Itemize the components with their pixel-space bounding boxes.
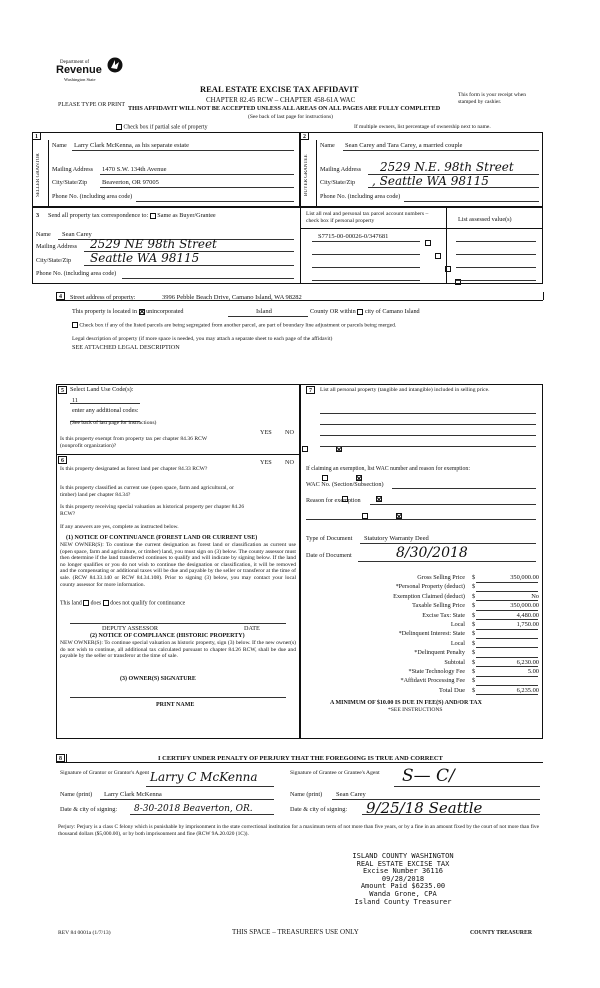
s6-no-header: NO [285,459,294,466]
land-use-code: 11 [72,397,78,404]
fee-label: Local [450,621,465,628]
parcel-header: List all real and personal tax parcel account numbers – check box if personal property [306,211,429,224]
grantor-sig-label: Signature of Grantor or Grantor's Agent [60,770,150,776]
parcel-number: S7715-00-00026-0/347681 [318,233,389,240]
seller-name-label: Name [52,142,67,149]
wac-label: WAC No. (Section/Subsection) [306,481,384,488]
print-name-label: PRINT NAME [156,702,195,708]
unincorporated-label: unincorporated [146,308,184,315]
fee-value: 350,000.00 [510,574,539,581]
section-2-number: 2 [300,132,309,140]
seller-city-label: City/State/Zip [52,179,88,186]
stamp-line7: Island County Treasurer [354,897,452,906]
fee-row [300,649,543,658]
fee-row [300,630,543,639]
fee-label: *Delinquent Penalty [414,649,465,657]
buyer-mail: 2529 N.E. 98th Street [380,160,514,174]
fee-value: 6,235.00 [516,686,539,694]
buyer-city: , Seattle WA 98115 [372,174,489,188]
parcel-1-checkbox[interactable] [425,240,431,246]
deputy-date-label: DATE [244,625,260,632]
grantor-date-label: Date & city of signing: [60,806,118,813]
fee-dollar: $ [472,686,476,694]
fee-dollar: $ [472,668,476,675]
unincorporated-checkbox[interactable] [139,309,145,315]
fee-label: Subtotal [444,658,465,666]
s3-city: Seattle WA 98115 [90,251,200,265]
doc-type-label: Type of Document [306,535,353,542]
section-1-number: 1 [32,132,41,140]
city-of-checkbox[interactable] [357,309,363,315]
s5-see-back: (See back of last page for instructions) [70,420,157,426]
dept-line2: Revenue [56,64,102,76]
stamp-line5: Amount Paid $6235.00 [360,882,446,891]
s5-no-header: NO [285,429,294,436]
personal-property-label: List all personal property (tangible and intangible) included in selling price. [320,387,490,393]
notice2-title: (2) NOTICE OF COMPLIANCE (HISTORIC PROPERTY) [90,633,245,639]
land-use-label: Select Land Use Code(s): [70,386,134,393]
fee-label: Exemption Claimed (deduct) [393,592,465,600]
grantor-date-city: 8-30-2018 Beaverton, OR. [134,804,253,814]
owner-sig-label: (3) OWNER(S) SIGNATURE [120,676,196,682]
fee-row [300,677,543,686]
county-value: Island [256,308,272,315]
stamp-line4: 09/28/2018 [381,874,425,883]
parcel-2-checkbox[interactable] [435,253,441,259]
forest-question: Is this property designated as forest land per chapter 84.33 RCW? [60,466,208,472]
grantee-date-city: 9/25/18 Seattle [366,799,483,817]
county-label: County OR within [310,308,356,315]
fees-minimum-note: A MINIMUM OF $10.00 IS DUE IN FEE(S) AND/OR TAX [330,700,482,706]
tax-correspondence-label [48,212,216,220]
exempt-yes-checkbox[interactable] [302,446,308,452]
buyer-mail-label: Mailing Address [320,166,362,173]
reason-label: Reason for exemption [306,497,361,504]
enter-additional: enter any additional codes: [72,407,139,414]
located-label: This property is located in [72,308,137,315]
s3-name: Sean Carey [62,231,92,238]
grantee-name-label: Name (print) [290,791,323,798]
fee-row [300,612,543,621]
parcel-3-checkbox[interactable] [445,266,451,272]
grantor-signature: Larry C McKenna [150,770,258,784]
section-3-number: 3 [36,212,40,219]
county-treasurer: COUNTY TREASURER [470,930,533,936]
seller-name: Larry Clark McKenna, as his separate estate [74,142,189,149]
doc-date-label: Date of Document [306,552,352,559]
fee-label: *Affidavit Processing Fee [400,677,465,685]
stamp-line2: REAL ESTATE EXCISE TAX [356,859,450,868]
continuance-line [60,600,185,608]
fee-value: No [531,592,539,600]
buyer-phone-label: Phone No. (including area code) [320,193,401,200]
fee-label: *Personal Property (deduct) [395,583,465,591]
exempt-no-checkbox[interactable] [336,446,342,452]
multiple-owners-note: If multiple owners, list percentage of ownership next to name. [354,124,491,130]
fee-row [300,668,543,677]
fee-dollar: $ [472,630,476,638]
segregation-checkbox[interactable] [72,322,78,328]
stamp-line6: Wanda Grone, CPA [369,889,437,898]
fee-row [300,659,543,668]
exempt-question: Is this property exempt from property tax per chapter 84.36 RCW (nonprofit organization)? [60,436,208,449]
fee-label: Local [450,639,465,647]
see-attached: SEE ATTACHED LEGAL DESCRIPTION [72,344,180,351]
grantee-sig-label: Signature of Grantee or Grantee's Agent [290,770,380,776]
treasurer-use: THIS SPACE – TREASURER'S USE ONLY [232,928,359,936]
s3-mail-label: Mailing Address [36,243,78,250]
legal-desc-label: Legal description of property (if more space is needed, you may attach a separate sheet to each page of the affidavit) [72,336,333,342]
fee-row [300,574,543,583]
if-yes-note: If any answers are yes, complete as instructed below. [60,524,179,530]
buyer-name: Sean Carey and Tara Carey, a married couple [345,142,463,149]
see-back-line: (See back of last page for instructions) [248,114,333,120]
seller-side-label: SELLER GRANTOR [36,153,41,197]
doc-type: Statutory Warranty Deed [364,535,429,542]
fee-label: Total Due [438,686,465,694]
fee-label: Gross Selling Price [417,574,465,581]
notice2-body: NEW OWNER(S): To continue special valuation as historic property, sign (3) below. If the new owner(s) do not wish to continue, all additional tax calculated pursuant to chapter 84.26 RCW, shall be due and payable by the seller or transferor at the time of sale. [60,640,296,660]
same-as-buyer-checkbox[interactable] [150,213,156,219]
partial-sale-checkbox[interactable] [116,124,122,130]
fee-label: *Delinquent Interest: State [398,630,465,638]
s3-city-label: City/State/Zip [36,257,72,264]
stamp-line3: Excise Number 36116 [362,867,444,876]
does-not-checkbox[interactable] [103,600,109,606]
fee-row [300,583,543,592]
does-label: does [90,600,102,607]
s5-yes-header: YES [260,429,272,436]
fees-see-instructions: *SEE INSTRUCTIONS [388,707,443,713]
dor-logo-icon [106,56,124,74]
does-not-label: does not qualify for continuance [110,600,186,607]
grantor-name-label: Name (print) [60,791,93,798]
fee-row [300,593,543,602]
fee-dollar: $ [472,677,476,685]
grantee-signature: S— C/ [402,766,455,786]
doc-date: 8/30/2018 [396,545,468,561]
fee-dollar: $ [472,611,476,619]
partial-sale [116,124,207,132]
fee-dollar: $ [472,602,476,610]
deputy-assessor-label: DEPUTY ASSESSOR [102,625,158,632]
current-use-question: Is this property classified as current use (open space, farm and agricultural, or timber) land per chapter 84.34? [60,485,234,498]
dept-line3: Washington State [64,77,96,82]
fee-dollar: $ [472,639,476,647]
section-4-number: 4 [56,292,65,300]
s3-name-label: Name [36,231,51,238]
fee-row [300,640,543,649]
fee-label: Excise Tax: State [422,611,465,619]
fee-value: 5.00 [527,668,539,675]
street-label: Street address of property: [70,294,136,301]
segregation-label: Check box if any of the listed parcels are being segregated from another parcel, are part of boundary line adjustment or parcels being merged. [79,322,397,329]
city-of-label: city of Camano Island [364,308,420,315]
historic-question: Is this property receiving special valuation as historical property per chapter 84.26 RCW? [60,504,245,517]
seller-phone-label: Phone No. (including area code) [52,193,133,200]
fee-label: *State Technology Fee [408,668,465,675]
buyer-name-label: Name [320,142,335,149]
form-number: REV 84 0001a (1/7/13) [58,930,111,936]
fee-dollar: $ [472,658,476,666]
section-8-number: 8 [56,754,65,762]
fee-dollar: $ [472,592,476,600]
seller-city: Beaverton, OR 97005 [102,179,159,186]
street-address: 3996 Pebble Beach Drive, Camano Island, WA 98282 [162,294,302,301]
fee-value: 1,750.00 [516,621,539,628]
dor-logo [56,56,126,88]
fee-dollar: $ [472,574,476,581]
buyer-side-label: BUYER GRANTEE [304,154,309,196]
seller-mail: 1470 S.W. 134th Avenue [102,166,167,173]
stamp-line1: ISLAND COUNTY WASHINGTON [352,852,454,860]
exemption-label: If claiming an exemption, list WAC number and reason for exemption: [306,466,470,472]
segregation-line [72,322,396,330]
section-6-number: 6 [58,456,67,464]
s3-mail: 2529 NE 98th Street [90,237,217,251]
buyer-city-label: City/State/Zip [320,179,356,186]
fee-value: 4,480.00 [516,611,539,619]
assessed-header: List assessed value(s) [458,216,512,223]
fee-value: 6,230.00 [516,658,539,666]
fee-row [300,687,543,696]
warning-line: THIS AFFIDAVIT WILL NOT BE ACCEPTED UNLESS ALL AREAS ON ALL PAGES ARE FULLY COMPLETED [128,105,441,112]
fee-dollar: $ [472,649,476,657]
certify-line: I CERTIFY UNDER PENALTY OF PERJURY THAT THE FOREGOING IS TRUE AND CORRECT [158,755,443,762]
fee-label: Taxable Selling Price [412,602,465,610]
county-or-within [310,308,420,316]
seller-mail-label: Mailing Address [52,166,94,173]
receipt-note: This form is your receipt when stamped by cashier. [458,92,526,105]
fee-dollar: $ [472,583,476,591]
grantee-name: Sean Carey [336,791,366,798]
fee-dollar: $ [472,621,476,628]
dept-line1: Department of [60,60,90,65]
chapter-line: CHAPTER 82.45 RCW – CHAPTER 458-61A WAC [206,96,356,104]
section-7-number: 7 [306,386,315,394]
notice1-body: NEW OWNER(S): To continue the current designation as forest land or classification as current use (open space, farm and agriculture, or timber) land, you must sign on (3) below. The county assessor must then determine if the land transferred continues to qualify and will indicate by signing below. If the land no longer qualifies or you do not wish to continue the designation or classification, it will be removed and the compensating or additional taxes will be due and payable by the seller or transferor at the time of sale. (RCW 84.33.140 or RCW 84.34.108). Prior to signing (3) below, you may contact your local county assessor for more information. [60,542,296,588]
this-land-label: This land [60,600,82,607]
partial-sale-label: Check box if partial sale of property [123,124,208,131]
same-as-buyer-label: Same as Buyer/Grantee [157,212,216,219]
does-checkbox[interactable] [83,600,89,606]
notice1-title: (1) NOTICE OF CONTINUANCE (FOREST LAND OR CURRENT USE) [66,535,258,541]
treasurer-stamp [328,853,478,906]
fee-row [300,602,543,611]
grantor-name: Larry Clark McKenna [104,791,162,798]
fee-row [300,621,543,630]
please-type: PLEASE TYPE OR PRINT [58,102,126,108]
section-5-number: 5 [58,386,67,394]
located-in [72,308,184,316]
s6-yes-header: YES [260,459,272,466]
form-title: REAL ESTATE EXCISE TAX AFFIDAVIT [200,84,359,94]
current-use-no-checkbox[interactable] [376,496,382,502]
tax-corr-text: Send all property tax correspondence to: [48,212,149,219]
perjury-note: Perjury: Perjury is a class C felony which is punishable by imprisonment in the state correctional institution for a maximum term of not more than five years, or by a fine in an amount fixed by the court of not more than five thousand dollars ($5,000.00), or by both imprisonment and fine (RCW 9A.20.020 (1C)). [58,824,539,837]
fee-value: 350,000.00 [510,602,539,610]
s3-phone-label: Phone No. (including area code) [36,270,117,277]
grantee-date-label: Date & city of signing: [290,806,348,813]
